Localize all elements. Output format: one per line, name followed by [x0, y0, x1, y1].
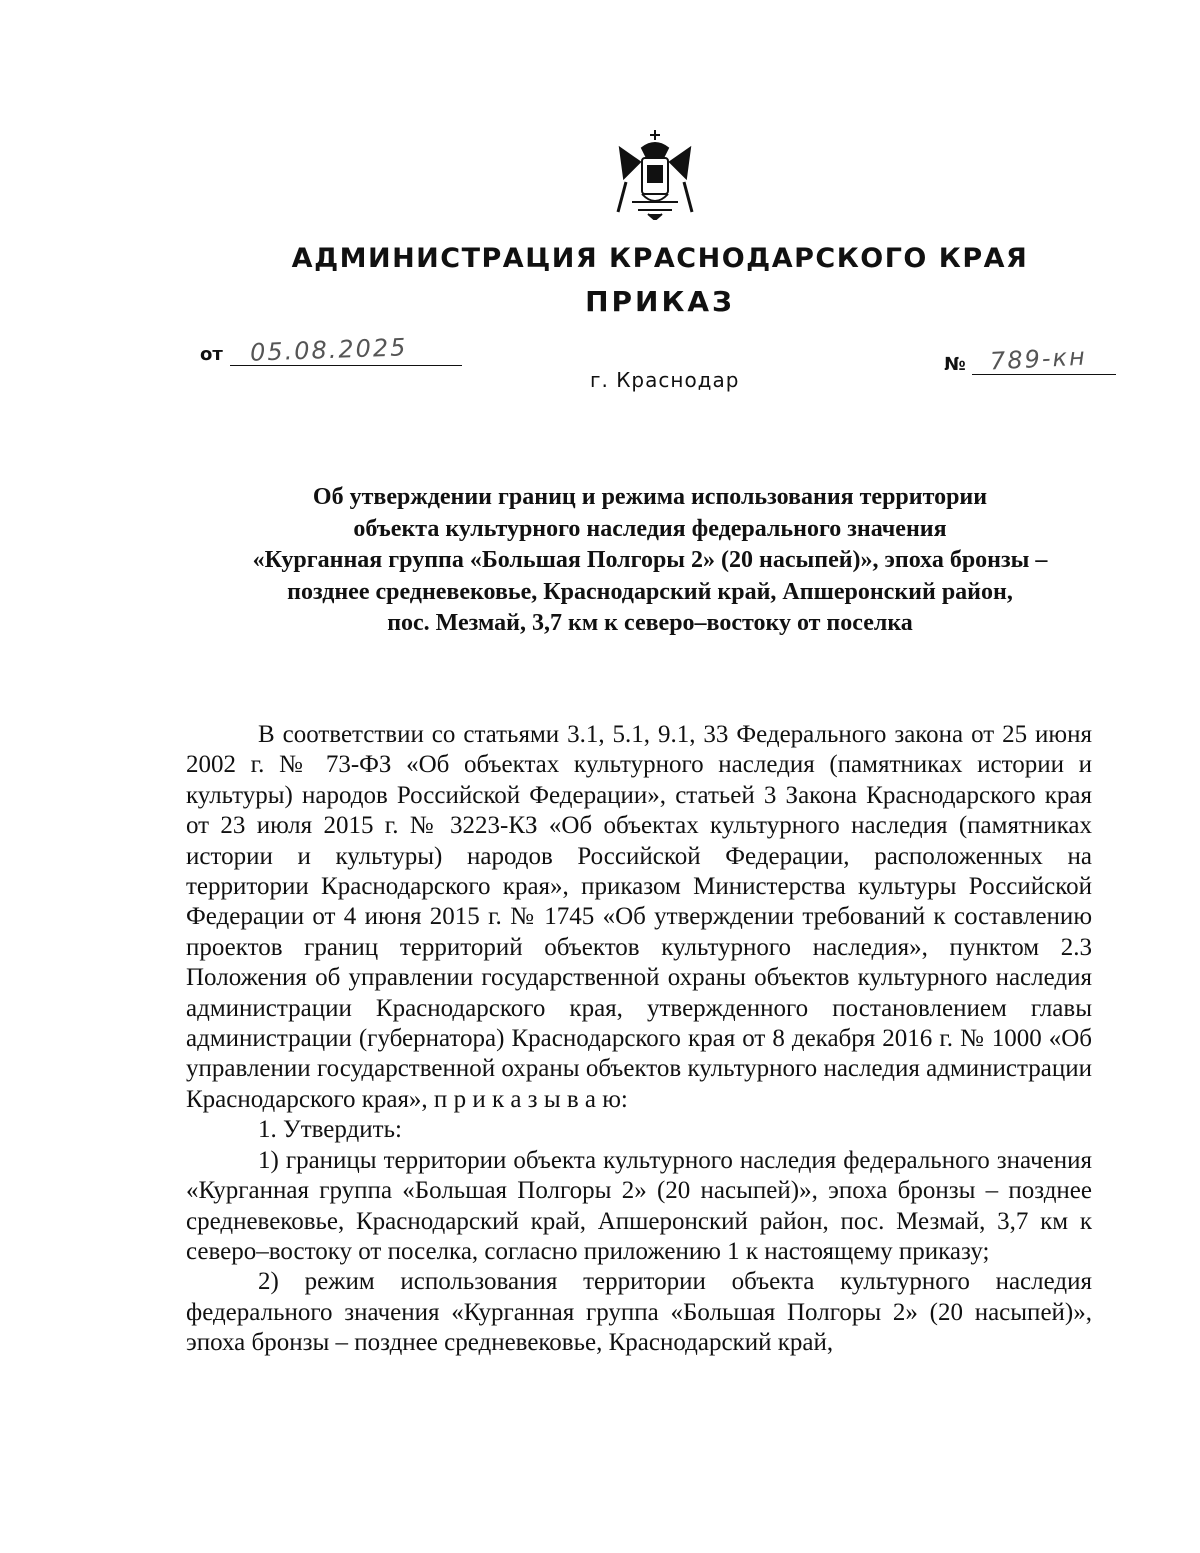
order-item-1: 1. Утвердить: — [258, 1116, 402, 1144]
preamble-paragraph: В соответствии со статьями 3.1, 5.1, 9.1, 33 Федерального закона от 25 июня 2002 г. № 73-ФЗ «Об объектах культурного наследия (памятниках истории и культуры) народов Российской Федерации», статьей 3 Закона Краснодарского края от 23 июля 2015 г. № 3223-КЗ «Об объектах культурного наследия (памятниках истории и культуры) народов Российской Федерации, расположенных на территории Краснодарского края», приказом Министерства культуры Российской Федерации от 4 июня 2015 г. № 1745 «Об утверждении требований к составлению проектов границ территорий объектов культурного наследия», пунктом 2.3 Положения об управлении государственной охраны объектов культурного наследия администрации Краснодарского края, утвержденного постановлением главы администрации (губернатора) Краснодарского края от 8 декабря 2016 г. № 1000 «Об управлении государственной охраны объектов культурного наследия администрации Краснодарского края», п р и к а з ы в а ю: — [186, 721, 1092, 1113]
document-title — [150, 482, 1150, 640]
date-value: 05.08.2025 — [249, 333, 408, 367]
coat-of-arms-icon — [612, 128, 698, 220]
document-type: ПРИКАЗ — [585, 285, 735, 318]
title-line: Об утверждении границ и режима использования территории — [312, 484, 988, 510]
city-name: г. Краснодар — [590, 368, 740, 392]
number-value: 789-кн — [989, 342, 1088, 376]
organization-name: АДМИНИСТРАЦИЯ КРАСНОДАРСКОГО КРАЯ — [291, 243, 1029, 274]
document-body — [186, 720, 1092, 1359]
date-label: от — [200, 344, 223, 365]
title-line: объекта культурного наследия федерального значения — [353, 515, 947, 542]
title-line: позднее средневековье, Краснодарский край, Апшеронский район, — [287, 578, 1013, 605]
order-subitem-1: 1) границы территории объекта культурного наследия федерального значения «Курганная группа «Большая Полгоры 2» (20 насыпей)», эпоха бронзы – позднее средневековье, Краснодарский край, Апшеронский район, пос. Мезмай, 3,7 км к северо–востоку от поселка, согласно приложению 1 к настоящему приказу; — [186, 1146, 1092, 1265]
number-label: № — [944, 354, 966, 375]
title-line: «Курганная группа «Большая Полгоры 2» (20 насыпей)», эпоха бронзы – — [252, 547, 1048, 573]
order-subitem-2: 2) режим использования территории объекта культурного наследия федерального значения «Курганная группа «Большая Полгоры 2» (20 насыпей)», эпоха бронзы – позднее средневековье, Краснодарский край, — [186, 1268, 1092, 1357]
title-line: пос. Мезмай, 3,7 км к северо–востоку от поселка — [387, 610, 913, 636]
